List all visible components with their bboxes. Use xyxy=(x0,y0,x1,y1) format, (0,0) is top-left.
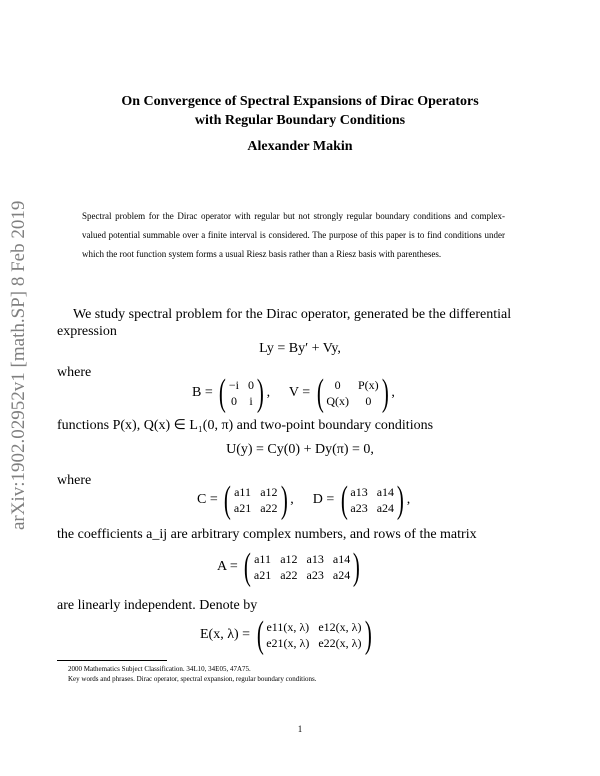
footnote-keywords: Key words and phrases. Dirac operator, spectral expansion, regular boundary conditions. xyxy=(68,675,317,683)
matrix-B-entry: i xyxy=(249,393,253,408)
equation-A xyxy=(217,548,363,586)
matrix-A-entry: a14 xyxy=(332,551,351,566)
intro-paragraph xyxy=(57,306,543,340)
intro-text: We study spectral problem for the Dirac operator, generated be the differential expression xyxy=(57,307,512,339)
equation-C-D: C = ( a11 a12 a21 a22 ) , D = ( a13 a14 a23 a24 ) , xyxy=(197,479,411,521)
matrix-C-entry: a11 xyxy=(234,484,251,499)
matrix-A-entry: a23 xyxy=(306,567,324,582)
matrix-D: ( a13 a14 a23 a24 ) xyxy=(340,479,404,521)
matrix-A-entry: a13 xyxy=(306,551,324,566)
where-label-2: where xyxy=(57,473,92,488)
E-label: E(x, λ) = xyxy=(200,627,251,643)
matrix-D-entry: a14 xyxy=(376,484,395,499)
B-label: B = xyxy=(192,385,213,401)
denote-text: are linearly independent. Denote by xyxy=(57,598,258,613)
equation-B-V: B = ( −i 0 0 i ) , V = ( 0 P(x) Q(x) 0 ) , xyxy=(192,372,395,414)
matrix-C-entry: a12 xyxy=(260,484,278,499)
matrix-D-entry: a23 xyxy=(350,500,368,515)
page-number: 1 xyxy=(297,724,303,734)
matrix-V-entry: P(x) xyxy=(358,377,379,392)
matrix-A: ( a11 a12 a13 a14 a21 a22 a23 a24 ) xyxy=(244,546,361,588)
author: Alexander Makin xyxy=(247,139,353,154)
matrix-E-entry: e11(x, λ) xyxy=(266,619,310,634)
title-line-2: with Regular Boundary Conditions xyxy=(194,113,406,128)
paper-title xyxy=(0,92,600,130)
A-label: A = xyxy=(217,559,238,575)
matrix-B-entry: 0 xyxy=(230,393,237,408)
footnote-rule xyxy=(57,660,167,661)
matrix-E-entry: e12(x, λ) xyxy=(318,619,362,634)
matrix-A-entry: a22 xyxy=(280,567,298,582)
matrix-C-entry: a21 xyxy=(233,500,252,515)
matrix-C: ( a11 a12 a21 a22 ) xyxy=(224,479,288,521)
coefficients-text: the coefficients a_ij are arbitrary complex numbers, and rows of the matrix xyxy=(57,527,477,542)
matrix-B-entry: −i xyxy=(228,377,239,392)
equation-E xyxy=(200,616,374,654)
matrix-A-entry: a24 xyxy=(332,567,351,582)
matrix-E-entry: e21(x, λ) xyxy=(266,635,310,650)
matrix-D-entry: a13 xyxy=(350,484,368,499)
matrix-C-entry: a22 xyxy=(260,500,278,515)
matrix-B-entry: 0 xyxy=(248,377,254,392)
matrix-A-entry: a12 xyxy=(280,551,298,566)
arxiv-identifier: arXiv:1902.02952v1 [math.SP] 8 Feb 2019 xyxy=(8,200,29,530)
V-label: V = xyxy=(288,385,311,401)
where-label-1: where xyxy=(57,365,92,380)
matrix-V-entry: Q(x) xyxy=(326,393,349,408)
footnote-classification: 2000 Mathematics Subject Classification. 34L10, 34E05, 47A75. xyxy=(68,665,251,673)
matrix-B: ( −i 0 0 i ) xyxy=(219,372,264,414)
matrix-A-entry: a21 xyxy=(253,567,272,582)
matrix-E: ( e11(x, λ) e12(x, λ) e21(x, λ) e22(x, λ) ) xyxy=(256,614,372,656)
matrix-E-entry: e22(x, λ) xyxy=(318,635,362,650)
title-line-1: On Convergence of Spectral Expansions of Dirac Operators xyxy=(121,94,479,109)
matrix-V-entry: 0 xyxy=(365,393,372,408)
functions-text: functions P(x), Q(x) ∈ L₁(0, π) and two-point boundary conditions xyxy=(57,418,434,433)
equation-dirac: Ly = By′ + Vy, xyxy=(259,341,341,356)
matrix-D-entry: a24 xyxy=(376,500,395,515)
C-label: C = xyxy=(197,492,218,508)
matrix-A-entry: a11 xyxy=(254,551,271,566)
D-label: D = xyxy=(312,492,335,508)
abstract: Spectral problem for the Dirac operator with regular but not strongly regular boundary conditions and complex-valued potential summable over a finite interval is considered. The purpose of this paper is to find conditions under which the root function system forms a usual Riesz basis rather than a Riesz basis with parentheses. xyxy=(82,211,505,259)
matrix-V: ( 0 P(x) Q(x) 0 ) xyxy=(316,372,389,414)
matrix-V-entry: 0 xyxy=(334,377,341,392)
equation-boundary: U(y) = Cy(0) + Dy(π) = 0, xyxy=(226,442,374,457)
